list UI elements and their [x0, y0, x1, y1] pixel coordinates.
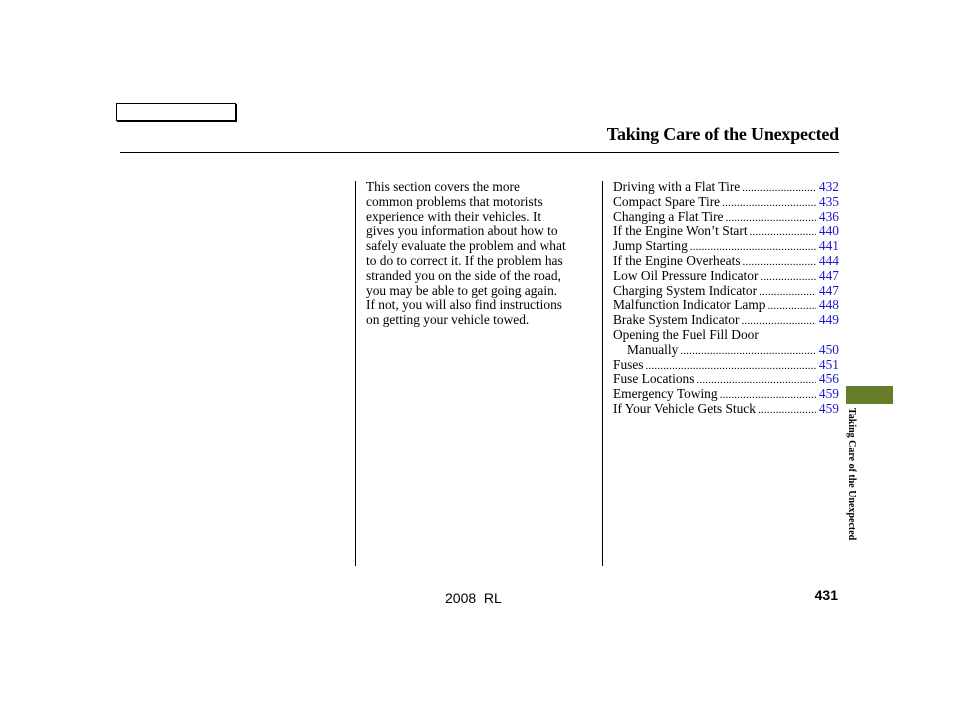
- toc-label: Compact Spare Tire: [613, 193, 721, 209]
- page-title: Taking Care of the Unexpected: [606, 124, 839, 144]
- toc-page-link[interactable]: 447: [818, 282, 839, 298]
- toc-entry-emergency-towing[interactable]: [613, 387, 839, 402]
- toc-entry-vehicle-stuck[interactable]: [613, 402, 839, 417]
- toc-label: Low Oil Pressure Indicator: [613, 267, 759, 283]
- toc-entry-changing-flat-tire[interactable]: [613, 210, 839, 225]
- section-tab-label: Taking Care of the Unexpected: [846, 408, 857, 541]
- intro-line: If not, you will also find instructions: [366, 297, 563, 313]
- toc-page-link[interactable]: 459: [818, 400, 839, 416]
- toc-entry-low-oil-pressure[interactable]: [613, 269, 839, 284]
- toc-page-link[interactable]: 450: [818, 341, 839, 357]
- toc-entry-driving-flat-tire[interactable]: [613, 180, 839, 195]
- toc-label: Changing a Flat Tire: [613, 208, 724, 224]
- intro-line: common problems that motorists: [366, 193, 543, 209]
- toc-label: If the Engine Overheats: [613, 252, 741, 268]
- toc-label: Fuse Locations: [613, 371, 695, 387]
- toc-page-link[interactable]: 436: [818, 208, 839, 224]
- title-divider: [120, 152, 839, 153]
- toc-leader: [760, 270, 816, 285]
- section-tab[interactable]: [846, 386, 893, 404]
- toc-page-link[interactable]: 448: [818, 297, 839, 313]
- toc-entry-jump-starting[interactable]: [613, 239, 839, 254]
- toc-page-link[interactable]: 435: [818, 193, 839, 209]
- toc-entry-malfunction-lamp[interactable]: [613, 298, 839, 313]
- toc-entry-compact-spare-tire[interactable]: [613, 195, 839, 210]
- intro-line: gives you information about how to: [366, 223, 558, 239]
- intro-line: stranded you on the side of the road,: [366, 267, 561, 283]
- column-divider-left: [355, 181, 356, 566]
- intro-line: This section covers the more: [366, 179, 520, 194]
- toc-entry-engine-overheats[interactable]: [613, 254, 839, 269]
- intro-line: you may be able to get going again.: [366, 282, 558, 298]
- toc-page-link[interactable]: 456: [818, 371, 839, 387]
- toc-page-link[interactable]: 451: [818, 356, 839, 372]
- toc-entry-fuse-locations[interactable]: [613, 372, 839, 387]
- toc-label: If the Engine Won’t Start: [613, 223, 748, 239]
- toc-label: Malfunction Indicator Lamp: [613, 297, 766, 313]
- toc-page-link[interactable]: 447: [818, 267, 839, 283]
- column-divider-middle: [602, 181, 603, 566]
- toc-page-link[interactable]: 440: [818, 223, 839, 239]
- toc-label: Emergency Towing: [613, 386, 718, 402]
- toc-label: Charging System Indicator: [613, 282, 758, 298]
- navigation-box[interactable]: [116, 103, 236, 121]
- toc-page-link[interactable]: 444: [818, 252, 839, 268]
- toc-page-link[interactable]: 441: [818, 238, 839, 254]
- toc-label[interactable]: Opening the Fuel Fill Door: [613, 326, 759, 342]
- toc-leader: [767, 299, 815, 314]
- toc-label: Brake System Indicator: [613, 312, 740, 328]
- toc-page-link[interactable]: 459: [818, 386, 839, 402]
- toc-leader: [722, 196, 816, 211]
- toc-label: Fuses: [613, 356, 644, 372]
- toc-entry-engine-wont-start[interactable]: [613, 224, 839, 239]
- toc-entry-charging-system[interactable]: [613, 284, 839, 299]
- toc-label: If Your Vehicle Gets Stuck: [613, 400, 756, 416]
- footer-model: 2008 RL: [445, 590, 502, 606]
- intro-line: experience with their vehicles. It: [366, 208, 542, 224]
- toc-entry-fuses[interactable]: [613, 358, 839, 373]
- toc-leader: [759, 285, 816, 300]
- toc-leader: [742, 181, 816, 196]
- toc-leader: [750, 225, 816, 240]
- toc-entry-brake-system[interactable]: [613, 313, 839, 328]
- intro-paragraph: [366, 180, 598, 328]
- table-of-contents: [613, 180, 839, 417]
- intro-line: on getting your vehicle towed.: [366, 312, 530, 328]
- toc-entry-fuel-fill-door[interactable]: [613, 343, 839, 358]
- toc-page-link[interactable]: 449: [818, 312, 839, 328]
- intro-line: safely evaluate the problem and what: [366, 238, 566, 254]
- intro-line: to do to correct it. If the problem has: [366, 252, 563, 268]
- toc-label-continued: Manually: [627, 341, 679, 357]
- toc-leader: [680, 344, 816, 359]
- toc-page-link[interactable]: 432: [818, 179, 839, 194]
- toc-leader: [758, 403, 816, 418]
- toc-label: Jump Starting: [613, 238, 688, 254]
- toc-label: Driving with a Flat Tire: [613, 179, 741, 194]
- page-number: 431: [814, 587, 838, 603]
